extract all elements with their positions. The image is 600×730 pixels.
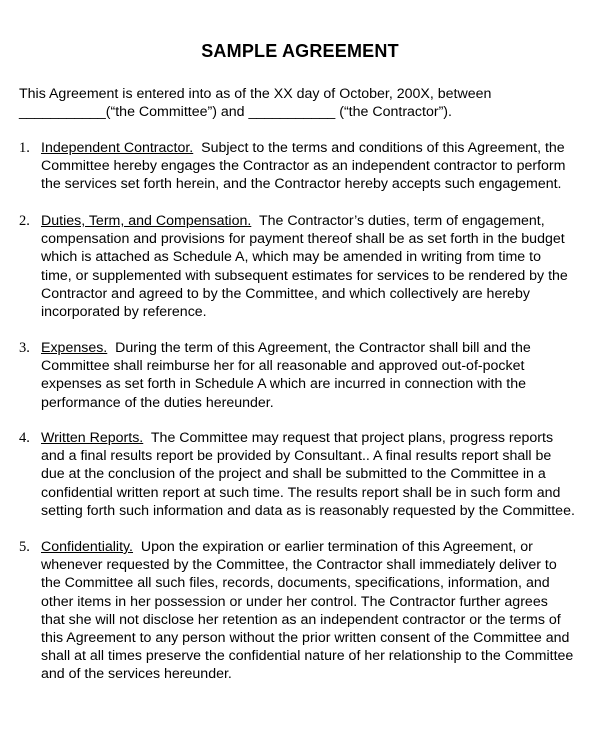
clause-heading: Expenses.	[41, 340, 108, 356]
clause-confidentiality	[19, 538, 584, 684]
intro-line: ___________(“the Committee”) and ___________ (“the Contractor”).	[19, 104, 452, 120]
clause-text: due at the conclusion of the project and shall be submitted to the Committee in a	[41, 466, 546, 483]
clause-expenses	[19, 339, 584, 412]
document-title: SAMPLE AGREEMENT	[201, 41, 399, 61]
clause-text: compensation and provisions for payment thereof shall be as set forth in the budget	[41, 231, 565, 248]
clause-text: expenses as set forth in Schedule A which are incurred in connection with the	[41, 376, 527, 393]
clause-text: incorporated by reference.	[41, 304, 207, 321]
clause-text: which is attached as Schedule A, which may be amended in writing from time to	[41, 249, 541, 266]
intro-line: This Agreement is entered into as of the XX day of October, 200X, between	[19, 86, 492, 102]
clause-text: Upon the expiration or earlier termination of this Agreement, or	[140, 539, 533, 555]
clause-heading: Duties, Term, and Compensation.	[41, 213, 252, 229]
clause-text: and of the services hereunder.	[41, 666, 232, 683]
clause-text: and a final results report be provided by Consultant.. A final results report shall be	[41, 448, 552, 465]
clause-heading: Written Reports.	[41, 430, 144, 446]
clause-text: the Committee all such files, records, documents, specifications, information, and	[41, 575, 550, 592]
intro-paragraph	[19, 85, 579, 121]
clause-text: The Contractor’s duties, term of engagement,	[258, 213, 545, 229]
clause-text: performance of the duties hereunder.	[41, 394, 274, 411]
clause-heading: Confidentiality.	[41, 539, 134, 555]
clause-number: 1.	[19, 140, 30, 156]
clause-text: Subject to the terms and conditions of this Agreement, the	[201, 140, 565, 156]
clause-text: this Agreement to any person without the prior written consent of the Committee and	[41, 630, 570, 647]
clause-text: time, or supplemented with subsequent estimates for services to be rendered by the	[41, 267, 568, 284]
clause-written-reports	[19, 429, 584, 520]
clause-text: other items in her possession or under her control. The Contractor further agrees	[41, 593, 548, 610]
clause-independent-contractor	[19, 139, 584, 194]
clause-text: that she will not disclose her retention as an independent contractor or the terms of	[41, 611, 561, 628]
clause-text: the services set forth herein, and the Contractor hereby accepts such engagement.	[41, 176, 562, 193]
clause-number: 2.	[19, 213, 30, 229]
clause-text: The Committee may request that project plans, progress reports	[150, 430, 554, 446]
clause-number: 4.	[19, 430, 30, 446]
clause-text: setting forth such information and data as is reasonably requested by the Committee.	[41, 502, 575, 519]
clause-number: 5.	[19, 539, 30, 555]
clause-number: 3.	[19, 340, 30, 356]
clause-text: Contractor and agreed to by the Committee, and which collectively are hereby	[41, 285, 530, 302]
clause-text: confidential written report at such time. The results report shall be in such form and	[41, 484, 561, 501]
clause-duties-term-compensation	[19, 212, 584, 321]
clause-text: shall at all times preserve the confidential nature of her relationship to the Committee	[41, 648, 574, 665]
clause-text: Committee shall reimburse her for all reasonable and approved out-of-pocket	[41, 358, 525, 375]
clause-heading: Independent Contractor.	[41, 140, 194, 156]
clause-text: Committee hereby engages the Contractor as an independent contractor to perform	[41, 158, 566, 175]
clause-text: During the term of this Agreement, the Contractor shall bill and the	[115, 340, 531, 356]
clause-text: whenever requested by the Committee, the Contractor shall immediately deliver to	[41, 557, 557, 574]
